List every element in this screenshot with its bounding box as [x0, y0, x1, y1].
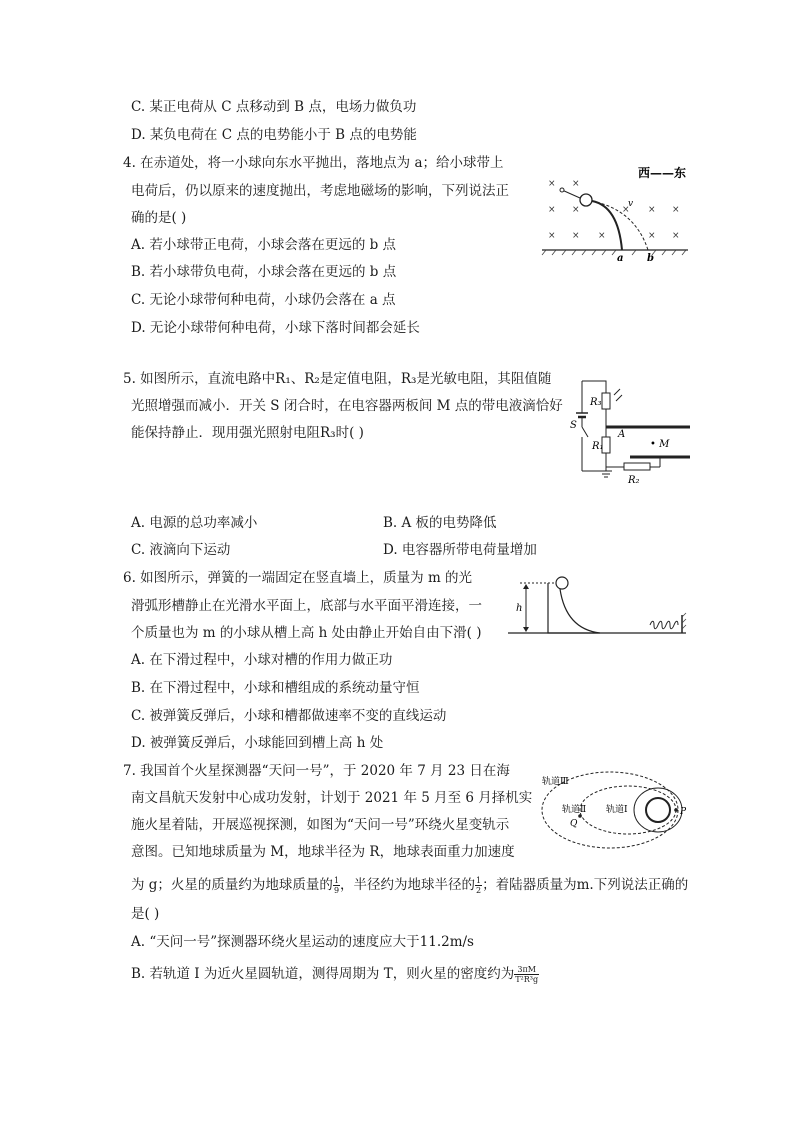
- svg-text:×: ×: [648, 231, 656, 241]
- frac1-numerator: 1: [333, 876, 340, 885]
- q4-stem-line1: 4. 在赤道处，将一小球向东水平抛出，落地点为 a；给小球带上: [123, 155, 504, 171]
- q7-orbit-figure: [540, 768, 695, 850]
- q7-stem-line1: 7. 我国首个火星探测器“天问一号”，于 2020 年 7 月 23 日在海: [123, 763, 510, 779]
- q3-option-c: C. 某正电荷从 C 点移动到 B 点，电场力做负功: [131, 99, 417, 115]
- fraction-density: [514, 965, 539, 984]
- point-p: [674, 808, 678, 812]
- q4-option-a: A. 若小球带正电荷，小球会落在更远的 b 点: [131, 237, 397, 253]
- label-r1: R₁: [592, 441, 604, 452]
- q7-line5-part-a: 为 g；火星的质量约为地球质量的: [131, 877, 333, 893]
- label-q: Q: [570, 819, 578, 829]
- label-s: S: [570, 420, 577, 431]
- label-orbit-3: 轨道Ⅲ: [542, 777, 569, 787]
- q5-option-d: D. 电容器所带电荷量增加: [383, 542, 537, 558]
- q6-figure: [508, 575, 688, 637]
- q4-stem-line3: 确的是( ): [131, 210, 187, 226]
- svg-text:×: ×: [648, 205, 656, 215]
- q6-option-b: B. 在下滑过程中，小球和槽组成的系统动量守恒: [131, 680, 420, 696]
- trajectory-b: [592, 201, 648, 250]
- rod-pivot: [560, 188, 564, 192]
- label-r3: R₃: [590, 397, 602, 408]
- fraction-mass-ratio: [333, 876, 340, 895]
- svg-text:×: ×: [672, 205, 680, 215]
- q5-stem-line3: 能保持静止．现用强光照射电阻R₃时( ): [131, 425, 364, 441]
- q7-option-b-text: B. 若轨道 I 为近火星圆轨道，测得周期为 T，则火星的密度约为: [131, 966, 515, 982]
- q7-stem-line5: [131, 876, 688, 895]
- q7-stem-line6: 是( ): [131, 906, 160, 922]
- svg-text:×: ×: [548, 231, 556, 241]
- velocity-label: v: [628, 199, 634, 209]
- svg-text:×: ×: [672, 231, 680, 241]
- q5-stem-line2: 光照增强而减小．开关 S 闭合时，在电容器两板间 M 点的带电液滴恰好: [131, 398, 563, 414]
- q3-option-d: D. 某负电荷在 C 点的电势能小于 B 点的电势能: [131, 127, 417, 143]
- q4-stem-line2: 电荷后，仍以原来的速度抛出，考虑地磁场的影响，下列说法正: [131, 183, 509, 199]
- top-wire: [582, 381, 606, 393]
- svg-text:×: ×: [572, 205, 580, 215]
- q4-direction-label: 西——东: [638, 166, 687, 180]
- q7-option-b: [131, 965, 539, 984]
- label-r2: R₂: [628, 475, 640, 486]
- q7-stem-line4: 意图。已知地球质量为 M，地球半径为 R，地球表面重力加速度: [131, 844, 515, 860]
- q6-option-c: C. 被弹簧反弹后，小球和槽都做速率不变的直线运动: [131, 708, 447, 724]
- q6-stem-line2: 滑弧形槽静止在光滑水平面上，底部与水平面平滑连接，一: [131, 598, 482, 614]
- ball: [556, 577, 568, 589]
- q5-option-c: C. 液滴向下运动: [131, 542, 231, 558]
- q6-stem-line1: 6. 如图所示，弹簧的一端固定在竖直墙上，质量为 m 的光: [123, 570, 473, 586]
- q4-option-b: B. 若小球带负电荷，小球会落在更远的 b 点: [131, 264, 397, 280]
- label-h: h: [516, 603, 523, 614]
- q4-figure: [540, 160, 700, 265]
- landing-label-a: a: [617, 253, 624, 264]
- svg-text:×: ×: [572, 179, 580, 189]
- q4-option-c: C. 无论小球带何种电荷，小球仍会落在 a 点: [131, 292, 396, 308]
- svg-text:×: ×: [622, 205, 630, 215]
- q6-stem-line3: 个质量也为 m 的小球从槽上高 h 处由静止开始自由下滑( ): [131, 625, 482, 641]
- svg-text:×: ×: [572, 231, 580, 241]
- label-orbit-2: 轨道Ⅱ: [562, 805, 587, 815]
- light-arrow-2: [616, 395, 622, 401]
- frac1-denominator: 9: [333, 886, 340, 895]
- resistor-r2: [624, 463, 650, 470]
- q7-line5-part-b: ，半径约为地球半径的: [340, 877, 476, 893]
- q4-option-d: D. 无论小球带何种电荷，小球下落时间都会延长: [131, 320, 420, 336]
- label-m: • M: [650, 439, 670, 450]
- label-orbit-1: 轨道Ⅰ: [606, 805, 628, 815]
- density-numerator: 3πM: [514, 965, 539, 975]
- q7-stem-line3: 施火星着陆，开展巡视探测，如图为“天问一号”环绕火星变轨示: [131, 817, 510, 833]
- q7-option-a: A. “天问一号”探测器环绕火星运动的速度应大于11.2m/s: [131, 934, 474, 950]
- height-arrowhead-bottom: [523, 627, 529, 632]
- switch-s: [582, 427, 588, 437]
- svg-text:×: ×: [548, 205, 556, 215]
- q5-circuit-figure: [570, 375, 695, 487]
- q5-option-b: B. A 板的电势降低: [383, 515, 497, 531]
- density-denominator: T²R³g: [515, 975, 539, 984]
- frac2-numerator: 1: [476, 876, 482, 885]
- height-arrowhead-top: [523, 584, 529, 589]
- frac2-denominator: 2: [476, 886, 482, 895]
- q7-line5-part-c: ；着陆器质量为m.下列说法正确的: [482, 877, 689, 893]
- svg-text:×: ×: [548, 179, 556, 189]
- arc-groove: [548, 583, 600, 633]
- spring: [650, 621, 678, 629]
- resistor-r3: [602, 393, 610, 409]
- svg-text:×: ×: [598, 231, 606, 241]
- ball: [580, 194, 592, 206]
- landing-label-b: b: [647, 253, 654, 264]
- q7-stem-line2: 南文昌航天发射中心成功发射，计划于 2021 年 5 月至 6 月择机实: [131, 790, 533, 806]
- label-a: A: [618, 429, 626, 440]
- q6-option-d: D. 被弹簧反弹后，小球能回到槽上高 h 处: [131, 735, 384, 751]
- launch-rod: [562, 190, 580, 198]
- mars: [646, 798, 670, 822]
- label-p: P: [680, 807, 687, 817]
- light-arrow-1: [614, 389, 620, 395]
- q5-option-a: A. 电源的总功率减小: [131, 515, 258, 531]
- ground-hatching: [542, 250, 686, 255]
- q6-option-a: A. 在下滑过程中，小球对槽的作用力做正功: [131, 652, 393, 668]
- q5-stem-line1: 5. 如图所示，直流电路中R₁、R₂是定值电阻，R₃是光敏电阻，其阻值随: [123, 371, 552, 387]
- trajectory-a: [592, 201, 622, 250]
- magnetic-field-crosses: [548, 179, 680, 241]
